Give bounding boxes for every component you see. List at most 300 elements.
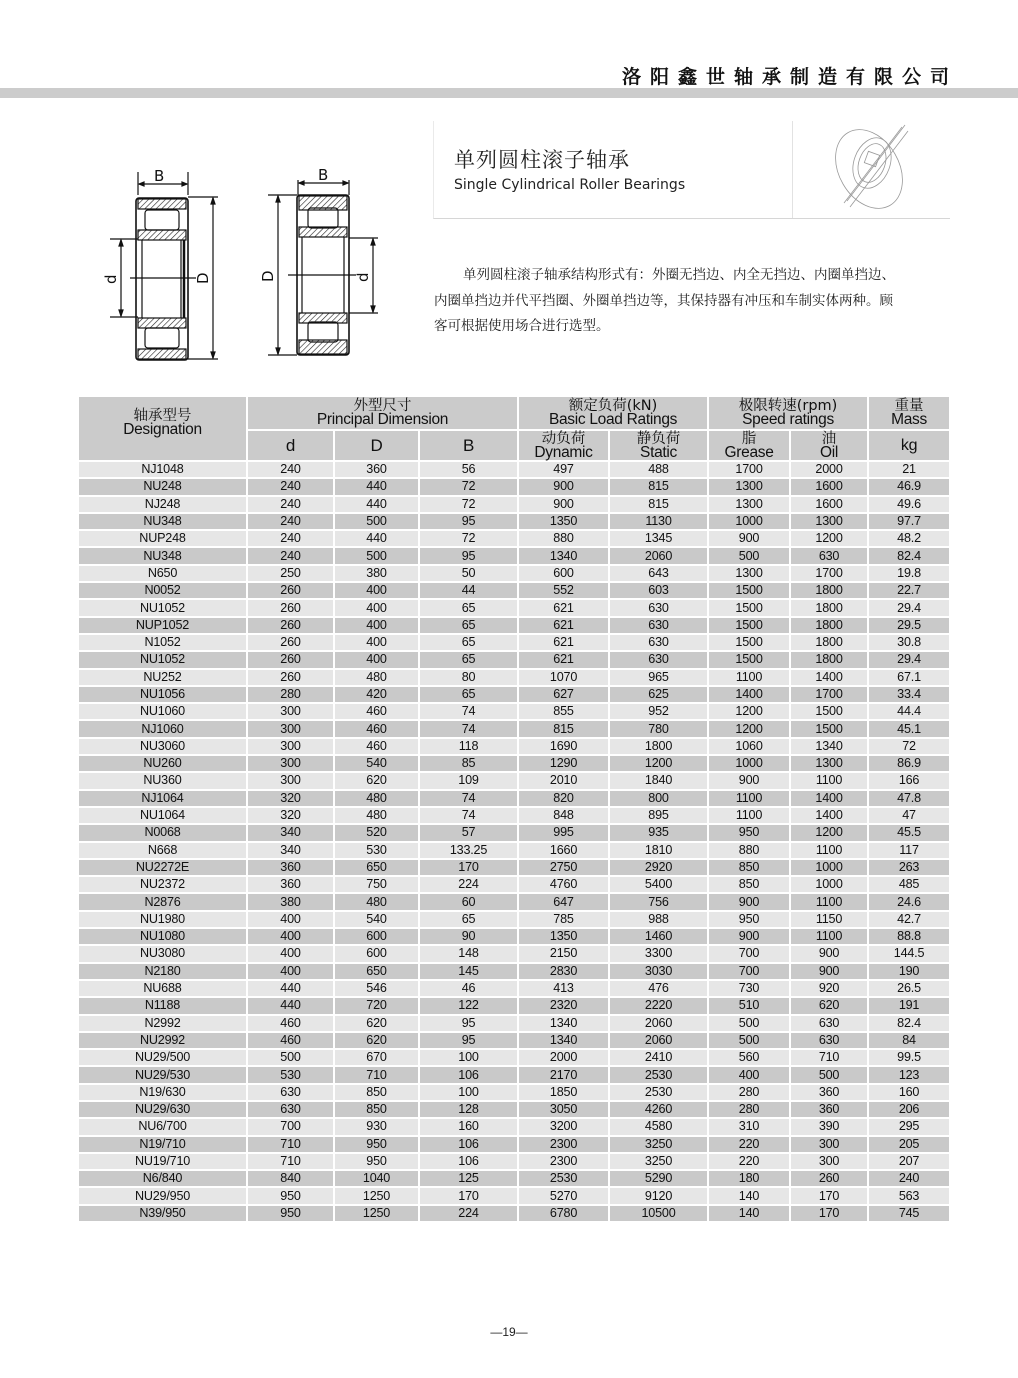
cell-D: 500 (334, 513, 419, 530)
cell-d: 240 (247, 461, 334, 478)
table-row (78, 980, 950, 997)
cell-d: 380 (247, 893, 334, 910)
cell-d: 260 (247, 634, 334, 651)
cell-static: 800 (609, 790, 708, 807)
cell-d: 320 (247, 790, 334, 807)
cell-grease: 1500 (708, 582, 790, 599)
cell-dynamic: 900 (518, 478, 609, 495)
cell-dynamic: 2170 (518, 1066, 609, 1083)
cell-d: 460 (247, 1032, 334, 1049)
cell-B: 95 (419, 1032, 518, 1049)
cell-d: 260 (247, 617, 334, 634)
cell-dynamic: 848 (518, 807, 609, 824)
cell-designation: NU29/630 (78, 1101, 247, 1118)
cell-d: 300 (247, 772, 334, 789)
cell-designation: N1052 (78, 634, 247, 651)
cell-D: 360 (334, 461, 419, 478)
cell-dynamic: 2530 (518, 1170, 609, 1187)
cell-designation: NJ1048 (78, 461, 247, 478)
cell-mass: 33.4 (868, 686, 950, 703)
cell-d: 950 (247, 1187, 334, 1204)
cell-designation: NU252 (78, 669, 247, 686)
cell-mass: 82.4 (868, 1015, 950, 1032)
cell-d: 300 (247, 738, 334, 755)
cell-grease: 900 (708, 530, 790, 547)
cell-mass: 29.4 (868, 599, 950, 616)
cell-dynamic: 621 (518, 651, 609, 668)
cell-D: 460 (334, 720, 419, 737)
cell-D: 520 (334, 824, 419, 841)
cell-d: 320 (247, 807, 334, 824)
cell-D: 440 (334, 496, 419, 513)
cell-grease: 900 (708, 772, 790, 789)
header-dynamic: 动负荷 Dynamic (518, 430, 609, 461)
cell-mass: 29.5 (868, 617, 950, 634)
cell-grease: 1300 (708, 496, 790, 513)
cell-designation: NU1980 (78, 911, 247, 928)
cell-designation: N650 (78, 565, 247, 582)
cell-B: 106 (419, 1153, 518, 1170)
cell-mass: 191 (868, 997, 950, 1014)
table-row (78, 1205, 950, 1222)
cell-grease: 1060 (708, 738, 790, 755)
table-row (78, 669, 950, 686)
cell-grease: 1700 (708, 461, 790, 478)
cell-dynamic: 627 (518, 686, 609, 703)
cell-designation: N2876 (78, 893, 247, 910)
cell-grease: 1100 (708, 807, 790, 824)
cell-dynamic: 3200 (518, 1118, 609, 1135)
cell-dynamic: 2320 (518, 997, 609, 1014)
cell-static: 10500 (609, 1205, 708, 1222)
cell-mass: 44.4 (868, 703, 950, 720)
cell-oil: 1340 (790, 738, 868, 755)
header-kg: kg (868, 430, 950, 461)
cell-mass: 144.5 (868, 945, 950, 962)
cell-grease: 280 (708, 1084, 790, 1101)
cell-designation: NU3080 (78, 945, 247, 962)
cell-B: 106 (419, 1136, 518, 1153)
cell-B: 74 (419, 703, 518, 720)
cell-D: 600 (334, 928, 419, 945)
cell-static: 2530 (609, 1066, 708, 1083)
cell-dynamic: 815 (518, 720, 609, 737)
cell-mass: 26.5 (868, 980, 950, 997)
cell-grease: 730 (708, 980, 790, 997)
cell-oil: 1300 (790, 513, 868, 530)
table-row (78, 547, 950, 564)
table-row (78, 928, 950, 945)
cell-dynamic: 621 (518, 634, 609, 651)
cell-static: 3300 (609, 945, 708, 962)
cell-mass: 166 (868, 772, 950, 789)
header-speed-ratings: 极限转速(rpm) Speed ratings (708, 396, 868, 430)
table-row (78, 1066, 950, 1083)
cell-d: 400 (247, 928, 334, 945)
table-row (78, 1032, 950, 1049)
cell-grease: 1500 (708, 651, 790, 668)
cell-oil: 920 (790, 980, 868, 997)
cell-mass: 97.7 (868, 513, 950, 530)
cell-mass: 19.8 (868, 565, 950, 582)
cell-static: 630 (609, 651, 708, 668)
cell-mass: 22.7 (868, 582, 950, 599)
cell-D: 440 (334, 478, 419, 495)
cell-d: 700 (247, 1118, 334, 1135)
cell-grease: 700 (708, 945, 790, 962)
table-row (78, 824, 950, 841)
cell-D: 480 (334, 807, 419, 824)
cell-dynamic: 647 (518, 893, 609, 910)
cell-D: 400 (334, 634, 419, 651)
header-d: d (247, 430, 334, 461)
cell-D: 620 (334, 772, 419, 789)
cell-D: 950 (334, 1136, 419, 1153)
cell-mass: 45.5 (868, 824, 950, 841)
cell-grease: 140 (708, 1205, 790, 1222)
cell-mass: 123 (868, 1066, 950, 1083)
cell-B: 72 (419, 496, 518, 513)
table-row (78, 1136, 950, 1153)
cell-d: 710 (247, 1153, 334, 1170)
cell-B: 145 (419, 963, 518, 980)
cell-oil: 360 (790, 1084, 868, 1101)
cell-static: 2060 (609, 1032, 708, 1049)
diagram-label-d-left: d (102, 274, 120, 284)
cell-designation: NU2272E (78, 859, 247, 876)
cell-static: 488 (609, 461, 708, 478)
cell-D: 720 (334, 997, 419, 1014)
cell-d: 260 (247, 582, 334, 599)
cell-static: 1130 (609, 513, 708, 530)
cell-designation: N0068 (78, 824, 247, 841)
table-row (78, 772, 950, 789)
table-row (78, 1084, 950, 1101)
cell-B: 85 (419, 755, 518, 772)
cell-d: 360 (247, 876, 334, 893)
cell-designation: NU688 (78, 980, 247, 997)
cell-d: 340 (247, 842, 334, 859)
cell-B: 72 (419, 530, 518, 547)
cell-grease: 510 (708, 997, 790, 1014)
cell-mass: 84 (868, 1032, 950, 1049)
cell-grease: 850 (708, 876, 790, 893)
table-row (78, 1015, 950, 1032)
table-row (78, 720, 950, 737)
cell-static: 3030 (609, 963, 708, 980)
cell-dynamic: 2300 (518, 1136, 609, 1153)
cell-oil: 710 (790, 1049, 868, 1066)
table-row (78, 478, 950, 495)
cell-static: 1460 (609, 928, 708, 945)
cell-dynamic: 820 (518, 790, 609, 807)
header-B: B (419, 430, 518, 461)
cell-dynamic: 1660 (518, 842, 609, 859)
product-description (434, 263, 904, 340)
cell-dynamic: 2300 (518, 1153, 609, 1170)
bearing-cross-section-diagram (90, 150, 390, 370)
cell-grease: 1000 (708, 513, 790, 530)
cell-d: 250 (247, 565, 334, 582)
cell-dynamic: 6780 (518, 1205, 609, 1222)
cell-dynamic: 5270 (518, 1187, 609, 1204)
cell-oil: 1700 (790, 686, 868, 703)
cell-designation: N668 (78, 842, 247, 859)
table-row (78, 997, 950, 1014)
cell-oil: 900 (790, 963, 868, 980)
cell-d: 460 (247, 1015, 334, 1032)
section-title-box (433, 121, 950, 219)
cell-oil: 300 (790, 1136, 868, 1153)
cell-d: 260 (247, 599, 334, 616)
cell-static: 1200 (609, 755, 708, 772)
cell-oil: 1800 (790, 582, 868, 599)
cell-B: 125 (419, 1170, 518, 1187)
cell-grease: 950 (708, 824, 790, 841)
cell-designation: NU1064 (78, 807, 247, 824)
cell-mass: 46.9 (868, 478, 950, 495)
cell-oil: 1800 (790, 617, 868, 634)
cell-mass: 207 (868, 1153, 950, 1170)
cell-grease: 500 (708, 547, 790, 564)
cell-B: 60 (419, 893, 518, 910)
cell-designation: NU29/500 (78, 1049, 247, 1066)
cell-grease: 880 (708, 842, 790, 859)
cell-oil: 390 (790, 1118, 868, 1135)
cell-static: 630 (609, 634, 708, 651)
cell-oil: 630 (790, 1032, 868, 1049)
cell-dynamic: 552 (518, 582, 609, 599)
cell-D: 540 (334, 755, 419, 772)
cell-static: 2220 (609, 997, 708, 1014)
cell-static: 952 (609, 703, 708, 720)
cell-grease: 220 (708, 1153, 790, 1170)
cell-mass: 263 (868, 859, 950, 876)
cell-B: 148 (419, 945, 518, 962)
cell-B: 65 (419, 686, 518, 703)
table-row (78, 963, 950, 980)
bearing-spec-table (77, 395, 951, 1223)
table-row (78, 1170, 950, 1187)
cell-B: 74 (419, 807, 518, 824)
table-row (78, 686, 950, 703)
cell-dynamic: 4760 (518, 876, 609, 893)
cell-dynamic: 1290 (518, 755, 609, 772)
cell-B: 74 (419, 720, 518, 737)
cell-d: 500 (247, 1049, 334, 1066)
table-row (78, 599, 950, 616)
cell-designation: NU3060 (78, 738, 247, 755)
cell-oil: 630 (790, 1015, 868, 1032)
cell-B: 57 (419, 824, 518, 841)
cell-mass: 30.8 (868, 634, 950, 651)
cell-grease: 700 (708, 963, 790, 980)
table-row (78, 790, 950, 807)
cell-D: 460 (334, 703, 419, 720)
cell-oil: 1700 (790, 565, 868, 582)
cell-D: 710 (334, 1066, 419, 1083)
cell-B: 224 (419, 876, 518, 893)
diagram-label-D-left: D (194, 272, 212, 284)
cell-designation: N2992 (78, 1015, 247, 1032)
cell-grease: 560 (708, 1049, 790, 1066)
cell-grease: 220 (708, 1136, 790, 1153)
cell-static: 2920 (609, 859, 708, 876)
cell-d: 400 (247, 963, 334, 980)
table-row (78, 703, 950, 720)
cell-dynamic: 1350 (518, 928, 609, 945)
table-row (78, 461, 950, 478)
cell-designation: NU348 (78, 513, 247, 530)
cell-mass: 24.6 (868, 893, 950, 910)
cell-dynamic: 1340 (518, 547, 609, 564)
cell-dynamic: 2000 (518, 1049, 609, 1066)
diagram-label-d-right: d (354, 272, 372, 282)
cell-mass: 88.8 (868, 928, 950, 945)
cell-B: 95 (419, 547, 518, 564)
cell-designation: NU1080 (78, 928, 247, 945)
cell-D: 500 (334, 547, 419, 564)
cell-static: 2060 (609, 547, 708, 564)
header-basic-load-ratings: 额定负荷(kN) Basic Load Ratings (518, 396, 708, 430)
cell-grease: 1300 (708, 565, 790, 582)
cell-oil: 620 (790, 997, 868, 1014)
cell-d: 440 (247, 980, 334, 997)
cell-mass: 205 (868, 1136, 950, 1153)
cell-B: 46 (419, 980, 518, 997)
cell-mass: 99.5 (868, 1049, 950, 1066)
cell-D: 480 (334, 790, 419, 807)
cell-static: 603 (609, 582, 708, 599)
cell-D: 480 (334, 669, 419, 686)
section-title-cn: 单列圆柱滚子轴承 (454, 148, 630, 172)
cell-B: 65 (419, 651, 518, 668)
cell-dynamic: 880 (518, 530, 609, 547)
cell-oil: 1200 (790, 530, 868, 547)
cell-grease: 1000 (708, 755, 790, 772)
cell-grease: 500 (708, 1032, 790, 1049)
cell-mass: 67.1 (868, 669, 950, 686)
description-text: 单列圆柱滚子轴承结构形式有：外圈无挡边、内全无挡边、内圈单挡边、内圈单挡边并代平挡圈、外圈单挡边等，其保持器有冲压和车制实体两种。顾客可根据使用场合进行选型。 (434, 267, 895, 334)
cell-designation: NU19/710 (78, 1153, 247, 1170)
cell-mass: 82.4 (868, 547, 950, 564)
cell-d: 240 (247, 547, 334, 564)
cell-dynamic: 2010 (518, 772, 609, 789)
cell-dynamic: 1690 (518, 738, 609, 755)
cell-dynamic: 995 (518, 824, 609, 841)
cell-grease: 180 (708, 1170, 790, 1187)
cell-oil: 1800 (790, 651, 868, 668)
cell-D: 600 (334, 945, 419, 962)
cell-dynamic: 2830 (518, 963, 609, 980)
cell-dynamic: 1850 (518, 1084, 609, 1101)
bearing-diagram-left (110, 172, 218, 360)
cell-B: 80 (419, 669, 518, 686)
cell-D: 1250 (334, 1187, 419, 1204)
cell-grease: 850 (708, 859, 790, 876)
cell-static: 4580 (609, 1118, 708, 1135)
cell-D: 650 (334, 963, 419, 980)
cell-oil: 1500 (790, 720, 868, 737)
cell-mass: 49.6 (868, 496, 950, 513)
cell-grease: 1200 (708, 703, 790, 720)
cell-static: 935 (609, 824, 708, 841)
cell-D: 400 (334, 599, 419, 616)
cell-static: 1800 (609, 738, 708, 755)
cell-d: 840 (247, 1170, 334, 1187)
cell-D: 670 (334, 1049, 419, 1066)
cell-B: 100 (419, 1049, 518, 1066)
cell-d: 260 (247, 669, 334, 686)
cell-D: 420 (334, 686, 419, 703)
cell-D: 400 (334, 617, 419, 634)
table-row (78, 1153, 950, 1170)
table-row (78, 1101, 950, 1118)
cell-oil: 1400 (790, 790, 868, 807)
cell-designation: NJ248 (78, 496, 247, 513)
cell-oil: 260 (790, 1170, 868, 1187)
cell-D: 930 (334, 1118, 419, 1135)
cell-grease: 1300 (708, 478, 790, 495)
cell-dynamic: 2750 (518, 859, 609, 876)
header-static: 静负荷 Static (609, 430, 708, 461)
cell-static: 2410 (609, 1049, 708, 1066)
cell-static: 1840 (609, 772, 708, 789)
table-row (78, 617, 950, 634)
cell-d: 240 (247, 530, 334, 547)
table-row (78, 651, 950, 668)
cell-designation: NU348 (78, 547, 247, 564)
cell-grease: 1500 (708, 634, 790, 651)
cell-designation: NU29/530 (78, 1066, 247, 1083)
cell-dynamic: 900 (518, 496, 609, 513)
cell-B: 95 (419, 513, 518, 530)
cell-D: 950 (334, 1153, 419, 1170)
cell-B: 65 (419, 911, 518, 928)
header-mass: 重量 Mass (868, 396, 950, 430)
cell-d: 300 (247, 720, 334, 737)
cell-d: 710 (247, 1136, 334, 1153)
table-row (78, 496, 950, 513)
cell-oil: 1400 (790, 807, 868, 824)
cell-d: 240 (247, 513, 334, 530)
cell-B: 65 (419, 634, 518, 651)
cell-B: 160 (419, 1118, 518, 1135)
header-bar (0, 88, 1018, 98)
header-principal-dimension: 外型尺寸 Principal Dimension (247, 396, 518, 430)
cell-grease: 400 (708, 1066, 790, 1083)
header-grease: 脂 Grease (708, 430, 790, 461)
cell-D: 850 (334, 1084, 419, 1101)
cell-static: 965 (609, 669, 708, 686)
cell-dynamic: 621 (518, 617, 609, 634)
cell-D: 440 (334, 530, 419, 547)
cell-B: 109 (419, 772, 518, 789)
cell-static: 625 (609, 686, 708, 703)
cell-D: 750 (334, 876, 419, 893)
cell-designation: N1188 (78, 997, 247, 1014)
cell-designation: N0052 (78, 582, 247, 599)
cell-mass: 160 (868, 1084, 950, 1101)
cell-B: 74 (419, 790, 518, 807)
cell-dynamic: 497 (518, 461, 609, 478)
cell-dynamic: 855 (518, 703, 609, 720)
cell-static: 643 (609, 565, 708, 582)
cell-oil: 170 (790, 1205, 868, 1222)
cell-B: 118 (419, 738, 518, 755)
spec-table-body (78, 461, 950, 1222)
cell-designation: N19/710 (78, 1136, 247, 1153)
